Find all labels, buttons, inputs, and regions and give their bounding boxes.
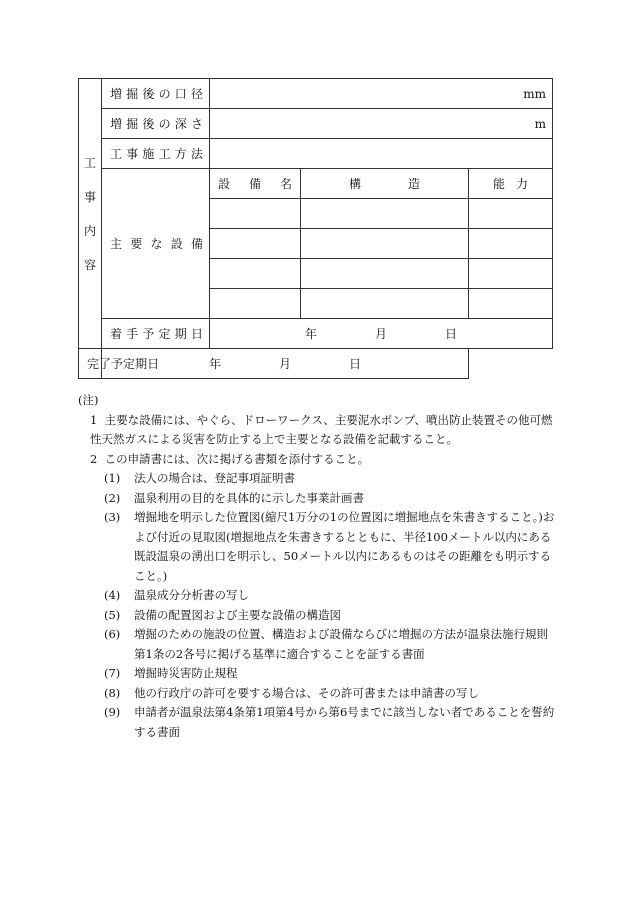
attachment-text: 増掘時災害防止規程 [134,666,238,680]
note-number: 2 [90,451,98,466]
attachment-item [78,664,556,684]
start-date-field[interactable] [210,319,553,349]
side-char: 容 [83,257,96,272]
attachment-text: 設備の配置図および主要な設備の構造図 [134,607,341,622]
note-number: 1 [90,412,98,427]
notes-section [78,391,556,742]
attachment-text: 増掘のための施設の位置、構造および設備ならびに増掘の方法が温泉法施行規則第1条の2各号に掲げる基準に適合することを証する書面 [134,627,548,661]
equipment-structure-field[interactable] [301,259,469,289]
attachment-text: 温泉成分分析書の写し [134,588,249,602]
depth-label: 増 掘 後 の 深 さ [110,117,203,131]
method-label: 工 事 施 工 方 法 [110,147,203,161]
method-value-field[interactable] [210,139,553,169]
equipment-capacity-header [469,169,553,199]
attachment-item [78,703,556,742]
finish-date-label: 完 了 予 定 期 日 [87,357,160,371]
attachment-item [78,489,556,509]
attachment-item [78,586,556,606]
depth-unit: m [534,116,546,131]
attachment-number: (3) [104,510,121,524]
equipment-structure-field[interactable] [301,229,469,259]
attachment-item [78,625,556,664]
attachment-text: 増掘地を明示した位置図(縮尺1万分の1の位置図に増掘地点を朱書きすること。)および付近の見取図(増掘地点を朱書きするとともに、半径100メートル以内にある既設温泉の湧出口を明示し、50メートル以内にあるものはその距離をも明示すること。) [134,510,555,583]
month-label: 月 [278,357,291,371]
equipment-name-header [210,169,301,199]
equipment-name-field[interactable] [210,199,301,229]
attachment-text: 他の行政庁の許可を要する場合は、その許可書または申請書の写し [134,685,479,700]
equipment-capacity-field[interactable] [469,259,553,289]
note-text: この申請書には、次に掲げる書類を添付すること。 [104,451,370,466]
equipment-name-field[interactable] [210,289,301,319]
day-label: 日 [444,327,457,341]
caliber-label: 増 掘 後 の 口 径 [110,87,203,101]
attachment-number: (2) [104,490,121,505]
equipment-structure-header [301,169,469,199]
attachment-number: (8) [104,685,121,700]
attachment-text: 法人の場合は、登記事項証明書 [134,471,295,485]
side-char: 工 [83,155,96,170]
side-char: 事 [83,189,96,204]
caliber-label-cell [102,79,210,109]
attachment-item [78,508,556,586]
equipment-name-field[interactable] [210,259,301,289]
equipment-label: 主 要 な 設 備 [110,237,203,251]
month-label: 月 [374,327,387,341]
equipment-capacity-field[interactable] [469,199,553,229]
equipment-capacity-header-text: 能 力 [493,177,528,191]
construction-contents-side-label [79,79,102,349]
note-item [78,450,556,470]
attachment-text: 申請者が温泉法第4条第1項第4号から第6号までに該当しない者であることを誓約する書面 [134,705,555,739]
depth-label-cell [102,109,210,139]
caliber-unit: mm [523,86,546,101]
equipment-capacity-field[interactable] [469,289,553,319]
attachment-number: (4) [104,588,121,602]
side-char: 内 [83,223,96,238]
caliber-value-field[interactable] [210,79,553,109]
attachment-number: (1) [104,471,121,485]
equipment-structure-header-text: 構 造 [349,177,420,191]
method-label-cell [102,139,210,169]
equipment-structure-field[interactable] [301,289,469,319]
attachment-text: 温泉利用の目的を具体的に示した事業計画書 [134,490,364,505]
note-text: 主要な設備には、やぐら、ドローワークス、主要泥水ポンプ、噴出防止装置その他可燃性天然ガスによる災害を防止する上で主要となる設備を記載すること。 [90,412,553,446]
day-label: 日 [348,357,361,371]
equipment-capacity-field[interactable] [469,229,553,259]
equipment-label-cell [102,169,210,319]
attachment-item [78,469,556,489]
start-date-label-cell [102,319,210,349]
notes-heading: (注) [78,393,99,407]
note-item [78,411,556,450]
start-date-label: 着 手 予 定 期 日 [110,327,203,341]
attachment-number: (7) [104,666,121,680]
attachment-number: (9) [104,705,121,719]
equipment-name-field[interactable] [210,229,301,259]
year-label: 年 [304,327,317,341]
equipment-name-header-text: 設 備 名 [218,177,292,191]
equipment-structure-field[interactable] [301,199,469,229]
attachment-item [78,606,556,626]
depth-value-field[interactable] [210,109,553,139]
attachment-number: (5) [104,607,121,622]
finish-date-label-cell [79,349,160,379]
year-label: 年 [208,357,221,371]
attachment-item [78,684,556,704]
attachment-number: (6) [104,627,121,641]
construction-details-table [78,78,553,379]
